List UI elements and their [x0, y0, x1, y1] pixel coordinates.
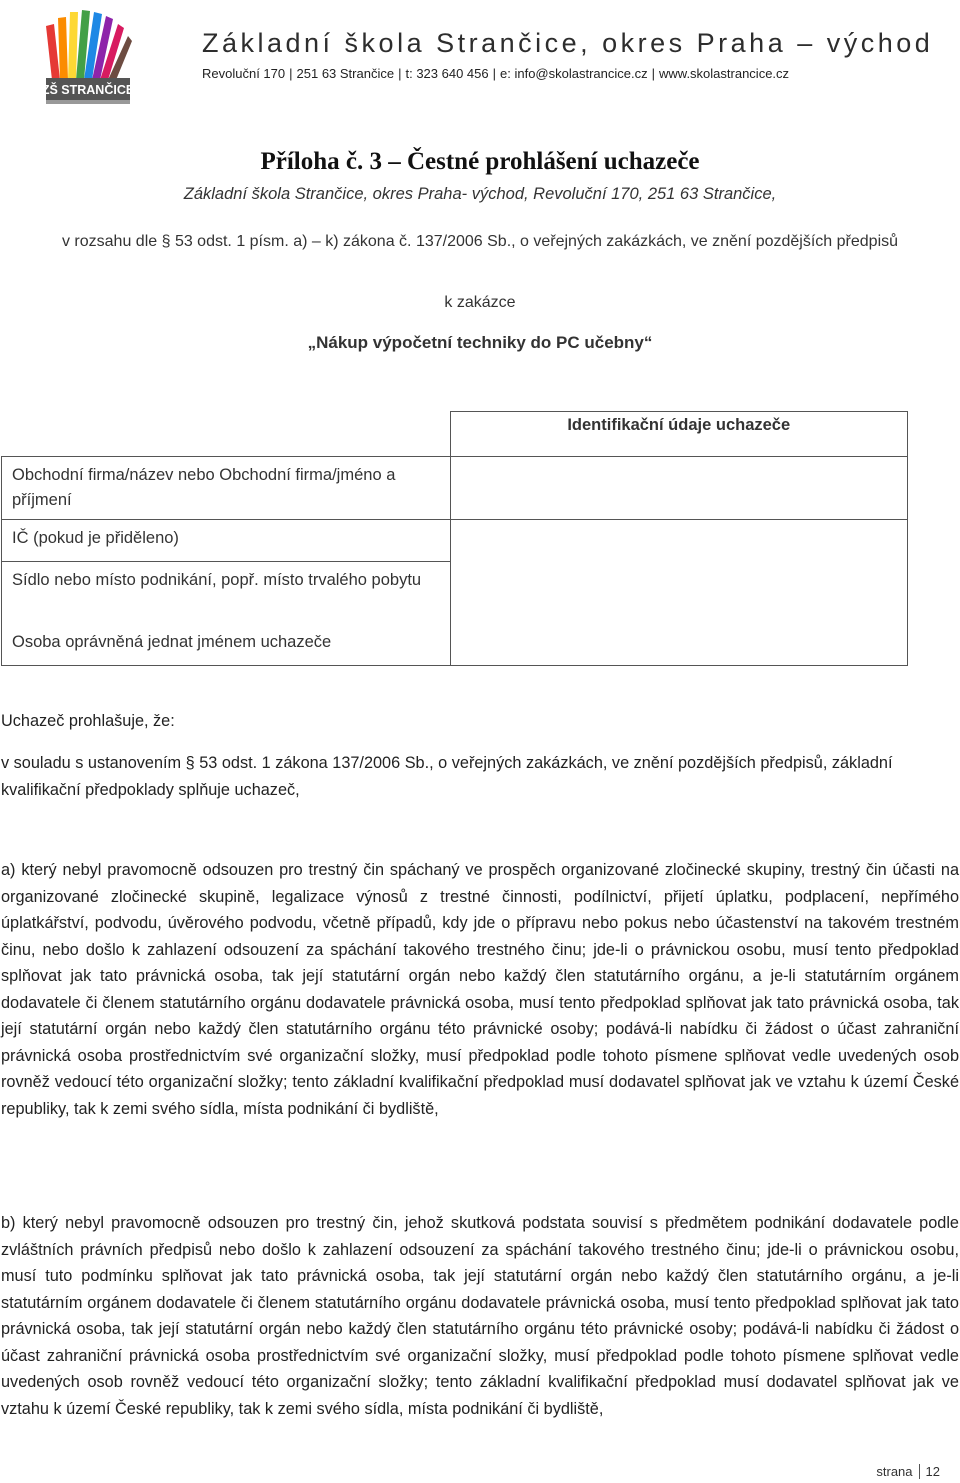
- page-number: 12: [925, 1464, 940, 1479]
- contact-phone: t: 323 640 456: [405, 66, 489, 81]
- field-seat[interactable]: [450, 562, 908, 625]
- label-company-name: Obchodní firma/název nebo Obchodní firma/jméno a příjmení: [2, 457, 451, 520]
- identification-heading: Identifikační údaje uchazeče: [450, 412, 908, 457]
- contact-email[interactable]: e: info@skolastrancice.cz: [500, 66, 648, 81]
- contact-website[interactable]: www.skolastrancice.cz: [659, 66, 790, 81]
- intro-paragraph: v souladu s ustanovením § 53 odst. 1 zákona 137/2006 Sb., o veřejných zakázkách, ve znění pozdějších předpisů, základní kvalifikační předpoklady splňuje uchazeč,: [1, 754, 893, 799]
- document-subtitle: Základní škola Strančice, okres Praha- východ, Revoluční 170, 251 63 Strančice,: [183, 185, 777, 203]
- law-reference: v rozsahu dle § 53 odst. 1 písm. a) – k) zákona č. 137/2006 Sb., o veřejných zakázkách, ve znění pozdějších předpisů: [61, 233, 899, 250]
- document-title: Příloha č. 3 – Čestné prohlášení uchazeče: [260, 148, 700, 175]
- page-footer: [876, 1464, 940, 1479]
- school-name: Základní škola Strančice, okres Praha – východ: [202, 28, 934, 58]
- paragraph-b: b) který nebyl pravomocně odsouzen pro trestný čin, jehož skutková podstata souvisí s předmětem podnikání dodavatele podle zvláštních právních předpisů nebo došlo k zahlazení odsouzení za spáchání takového trestného činu; jde-li o právnickou osobu, musí tuto podmínku splňovat jak tato právnická osoba, tak její statutární orgán nebo každý člen statutárního orgánu, a je-li statutárním orgánem dodavatele či členem statutárního orgánu dodavatele právnická osoba, musí tento předpoklad splňovat jak tato právnická osoba, tak její statutární orgán nebo každý člen statutárního orgánu této právnické osoby; podává-li nabídku či žádost o účast zahraniční právnická osoba prostřednictvím své organizační složky, musí předpoklad podle tohoto písmene splňovat vedle uvedených osob rovněž vedoucí této organizační složky; tento základní kvalifikační předpoklad musí dodavatel splňovat jak ve vztahu k území České republiky, tak k zemi svého sídla, místa podnikání či bydliště,: [1, 1214, 959, 1418]
- field-company-name[interactable]: [450, 457, 908, 520]
- identification-table: [1, 411, 908, 666]
- contact-postcode: 251 63 Strančice: [296, 66, 395, 81]
- label-ico: IČ (pokud je přiděleno): [2, 520, 451, 562]
- zakazka-name: „Nákup výpočetní techniky do PC učebny“: [307, 333, 653, 352]
- logo-text: ZŠ STRANČICE: [42, 83, 134, 97]
- field-authorized-person[interactable]: [450, 624, 908, 666]
- field-ico[interactable]: [450, 520, 908, 562]
- school-logo: [42, 8, 134, 106]
- contact-address: Revoluční 170: [202, 66, 286, 81]
- page-label: strana: [876, 1464, 913, 1479]
- declares-heading: Uchazeč prohlašuje, že:: [1, 712, 175, 730]
- label-seat: Sídlo nebo místo podnikání, popř. místo trvalého pobytu: [2, 562, 451, 625]
- label-authorized-person: Osoba oprávněná jednat jménem uchazeče: [2, 624, 451, 666]
- paragraph-a: a) který nebyl pravomocně odsouzen pro trestný čin spáchaný ve prospěch organizované zločinecké skupiny, trestný čin účasti na organizované zločinecké skupině, legalizace výnosů z trestné činnosti, podílnictví, přijetí úplatku, podplacení, nepřímého úplatkářství, podvodu, úvěrového podvodu, včetně případů, kdy jde o přípravu nebo pokus nebo účastenství na takovém trestném činu, nebo došlo k zahlazení odsouzení za spáchání takového trestného činu; jde-li o právnickou osobu, musí tento předpoklad splňovat jak tato právnická osoba, tak její statutární orgán nebo každý člen statutárního orgánu, a je-li statutárním orgánem dodavatele či členem statutárního orgánu dodavatele právnická osoba, musí tento předpoklad splňovat jak tato právnická osoba, tak její statutární orgán nebo každý člen statutárního orgánu této právnické osoby; podává-li nabídku či žádost o účast zahraniční právnická osoba prostřednictvím své organizační složky, musí předpoklad podle tohoto písmene splňovat vedle uvedených osob rovněž vedoucí této organizační složky; tento základní kvalifikační předpoklad musí dodavatel splňovat jak ve vztahu k území České republiky, tak k zemi svého sídla, místa podnikání či bydliště,: [1, 861, 959, 1118]
- zakazce-label: k zakázce: [444, 294, 516, 311]
- school-contact: Revoluční 170 | 251 63 Strančice | t: 323 640 456 | e: info@skolastrancice.cz | www.skolastrancice.cz: [202, 66, 790, 81]
